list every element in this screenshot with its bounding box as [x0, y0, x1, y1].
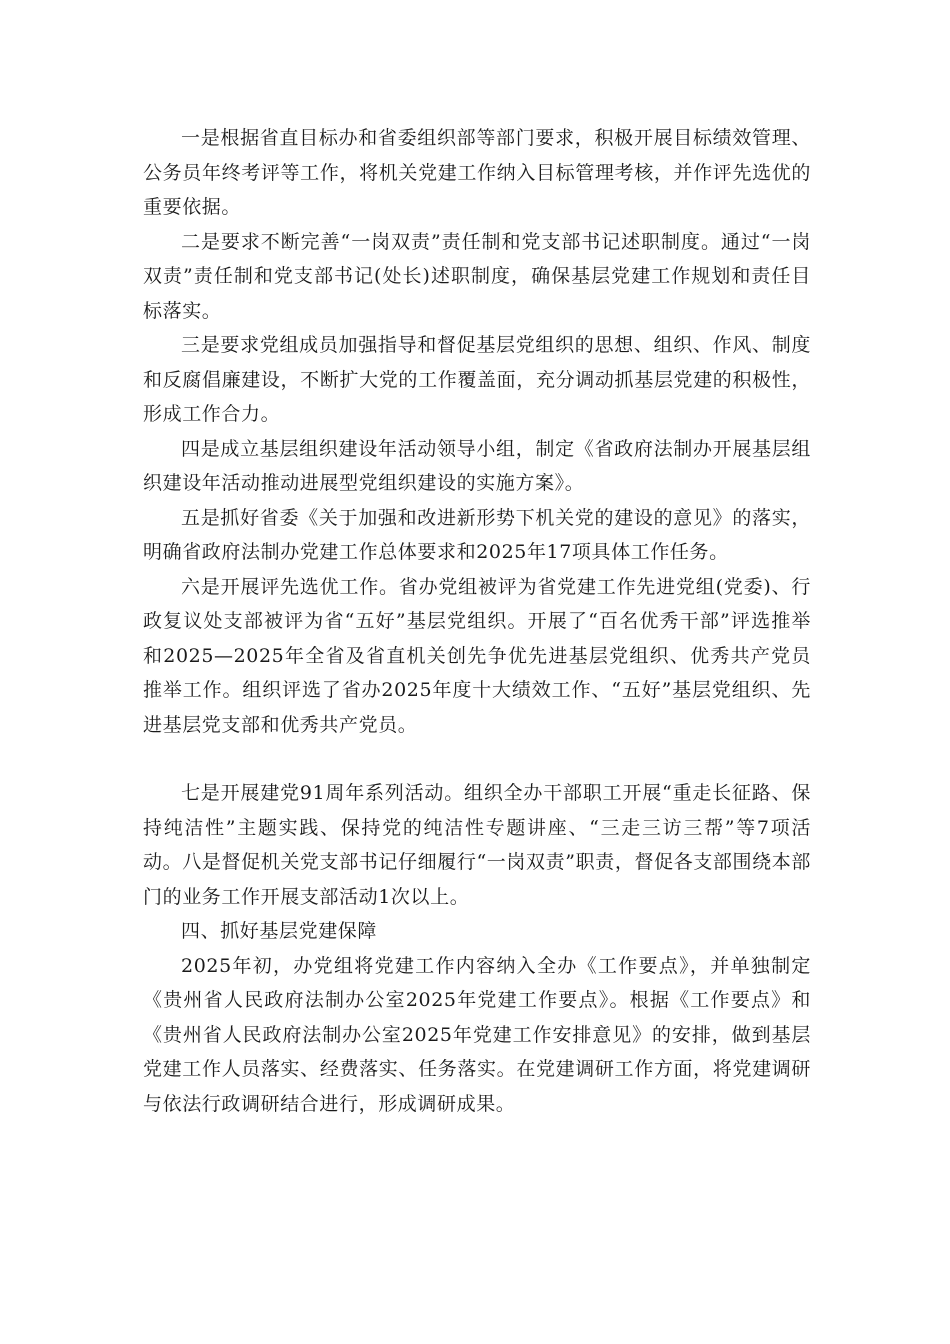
paragraph-dual-responsibility: 二是要求不断完善“一岗双责”责任制和党支部书记述职制度。通过“一岗双责”责任制和党支部书记(处长)述职制度，确保基层党建工作规划和责任目标落实。: [143, 230, 811, 322]
paragraph-provincial-opinion: 五是抓好省委《关于加强和改进新形势下机关党的建设的意见》的落实，明确省政府法制办党建工作总体要求和2025年17项具体工作任务。: [143, 506, 811, 563]
paragraph-work-plan: 2025年初，办党组将党建工作内容纳入全办《工作要点》，并单独制定《贵州省人民政府法制办公室2025年党建工作要点》。根据《工作要点》和《贵州省人民政府法制办公室2025年党建工作安排意见》的安排，做到基层党建工作人员落实、经费落实、任务落实。在党建调研工作方面，将党建调研与依法行政调研结合进行，形成调研成果。: [143, 954, 811, 1115]
section-heading-safeguards: 四、抓好基层党建保障: [181, 920, 378, 942]
paragraph-awards: 六是开展评先选优工作。省办党组被评为省党建工作先进党组(党委)、行政复议处支部被评为省“五好”基层党组织。开展了“百名优秀干部”评选推举和2025—2025年全省及省直机关创先争优先进基层党组织、优秀共产党员推举工作。组织评选了省办2025年度十大绩效工作、“五好”基层党组织、先进基层党支部和优秀共产党员。: [143, 575, 811, 736]
paragraph-anniversary-activities: 七是开展建党91周年系列活动。组织全办干部职工开展“重走长征路、保持纯洁性”主题实践、保持党的纯洁性专题讲座、“三走三访三帮”等7项活动。八是督促机关党支部书记仔细履行“一岗双责”职责，督促各支部围绕本部门的业务工作开展支部活动1次以上。: [143, 782, 811, 908]
paragraph-party-guidance: 三是要求党组成员加强指导和督促基层党组织的思想、组织、作风、制度和反腐倡廉建设，不断扩大党的工作覆盖面，充分调动抓基层党建的积极性，形成工作合力。: [143, 334, 811, 425]
paragraph-organization-year: 四是成立基层组织建设年活动领导小组，制定《省政府法制办开展基层组织建设年活动推动进展型党组织建设的实施方案》。: [143, 437, 811, 494]
document-body: [143, 121, 811, 1121]
paragraph-target-management: 一是根据省直目标办和省委组织部等部门要求，积极开展目标绩效管理、公务员年终考评等工作，将机关党建工作纳入目标管理考核，并作评先选优的重要依据。: [143, 127, 811, 218]
